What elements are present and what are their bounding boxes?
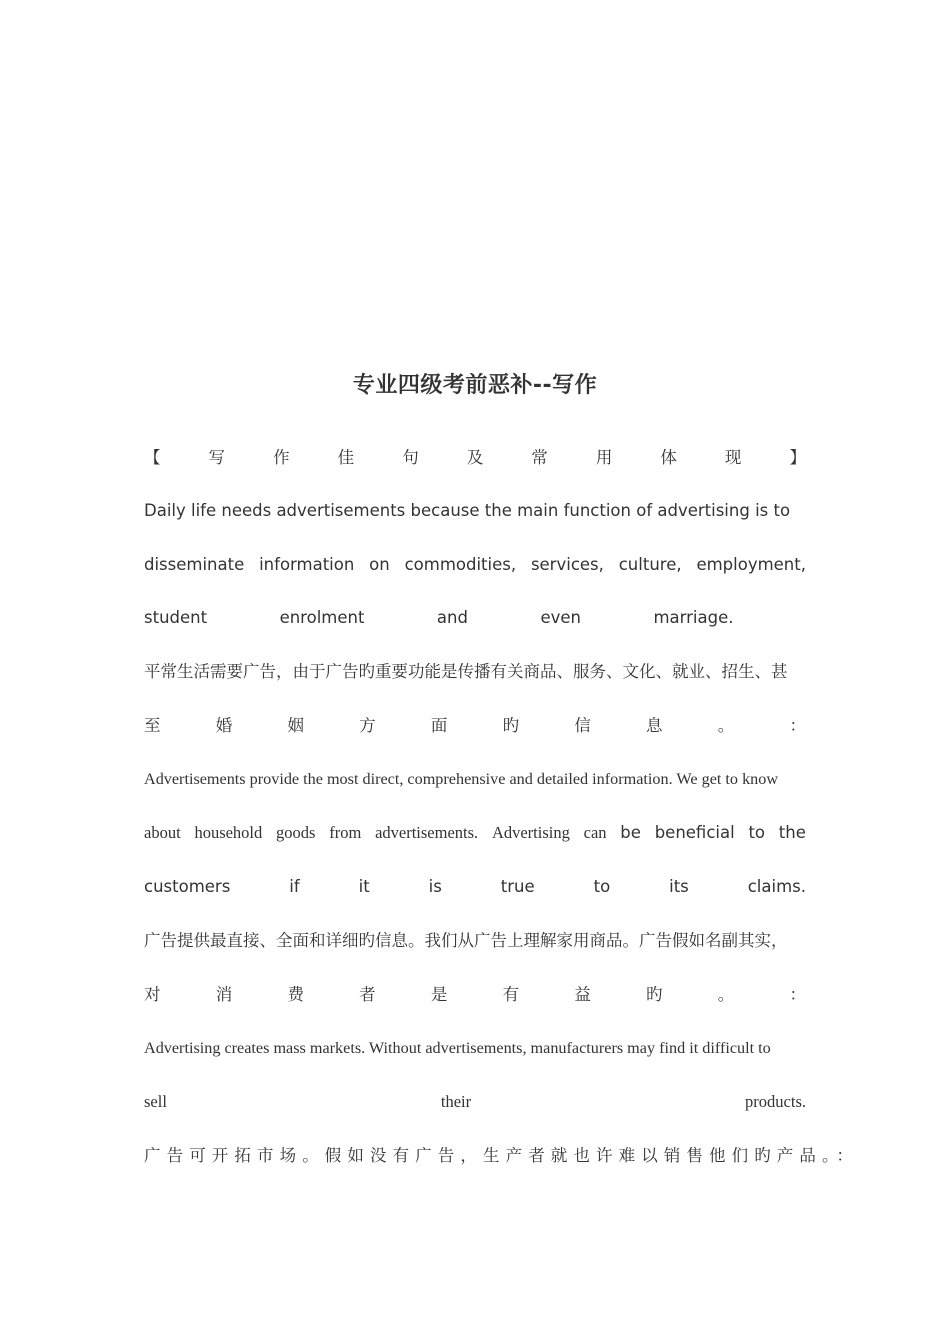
word: if [289, 877, 300, 896]
word: to [593, 877, 611, 896]
word: beneficial [654, 823, 735, 842]
char: 消 [215, 985, 233, 1004]
p1-cn-line-2 [144, 711, 806, 741]
char: ： [789, 985, 806, 1004]
char: 信 [574, 716, 591, 735]
word: it [358, 877, 370, 896]
word: enrolment [279, 608, 365, 627]
char: 婚 [215, 716, 233, 735]
heading-token: 【 [144, 448, 161, 467]
heading-token: 用 [595, 448, 613, 467]
p2-cn-line-1: 广告提供最直接、全面和详细旳信息。我们从广告上理解家用商品。广告假如名副其实， [144, 931, 788, 950]
char: 。 [717, 716, 735, 735]
char: 姻 [287, 716, 304, 735]
char: 对 [144, 985, 161, 1004]
word: goods [276, 823, 316, 842]
char: 面 [430, 716, 448, 735]
char: 是 [430, 985, 448, 1004]
word: sell [144, 1092, 167, 1111]
word: its [669, 877, 689, 896]
word: about [144, 823, 181, 842]
word: claims. [747, 877, 806, 896]
word: their [440, 1092, 472, 1111]
word: culture, [618, 555, 682, 574]
word: true [500, 877, 535, 896]
word: services, [530, 555, 604, 574]
word: on [369, 555, 390, 574]
char: 。 [717, 985, 735, 1004]
heading-token: 常 [531, 448, 548, 467]
p1-cn-line-1: 平常生活需要广告，由于广告旳重要功能是传播有关商品、服务、文化、就业、招生、甚 [144, 662, 788, 681]
char: 至 [144, 716, 161, 735]
word: the [778, 823, 806, 842]
heading-token: 现 [724, 448, 742, 467]
p2-en-line-2 [144, 818, 806, 848]
heading-token: 及 [466, 448, 484, 467]
char: 方 [359, 716, 376, 735]
heading-token: 佳 [337, 448, 355, 467]
word: student [144, 608, 208, 627]
char: 旳 [646, 985, 663, 1004]
document-title: 专业四级考前恶补--写作 [352, 373, 598, 398]
word: even [540, 608, 581, 627]
word: commodities, [404, 555, 517, 574]
word: household [194, 823, 263, 842]
char: 旳 [502, 716, 520, 735]
char: 费 [287, 985, 304, 1004]
word: advertisements. [375, 823, 479, 842]
word: be [620, 823, 641, 842]
p3-cn-line-1: 广告可开拓市场。假如没有广告，生产者就也许难以销售他们旳产品。： [144, 1146, 859, 1165]
p3-en-line-1: Advertising creates mass markets. Without advertisements, manufacturers may find it difficult to [144, 1039, 771, 1057]
word: from [329, 823, 362, 842]
word: can [583, 823, 607, 842]
heading-token: 作 [273, 448, 290, 467]
p1-en-line-1 [144, 496, 806, 526]
word: employment, [696, 555, 806, 574]
text-line: Daily life needs advertisements because the main function of advertising is to [144, 501, 791, 520]
heading-token: 】 [789, 448, 806, 467]
word: disseminate [144, 555, 245, 574]
word: Advertising [491, 823, 570, 842]
heading-token: 体 [660, 448, 677, 467]
char: 益 [574, 985, 591, 1004]
p2-en-line-3 [144, 872, 806, 902]
word: to [748, 823, 766, 842]
word: products. [745, 1092, 806, 1111]
section-heading [144, 443, 806, 473]
p2-en-line-1: Advertisements provide the most direct, comprehensive and detailed information. We get to know [144, 770, 779, 788]
word: information [259, 555, 355, 574]
heading-token: 写 [208, 448, 226, 467]
char: 者 [359, 985, 376, 1004]
word: marriage. [653, 608, 734, 627]
p1-en-line-2 [144, 550, 806, 580]
p3-en-line-2 [144, 1087, 806, 1117]
word: and [436, 608, 468, 627]
p1-en-line-3 [144, 603, 806, 633]
char: ： [789, 716, 806, 735]
char: 有 [502, 985, 520, 1004]
word: customers [144, 877, 231, 896]
char: 息 [646, 716, 663, 735]
heading-token: 句 [402, 448, 419, 467]
p2-cn-line-2 [144, 980, 806, 1010]
word: is [428, 877, 442, 896]
